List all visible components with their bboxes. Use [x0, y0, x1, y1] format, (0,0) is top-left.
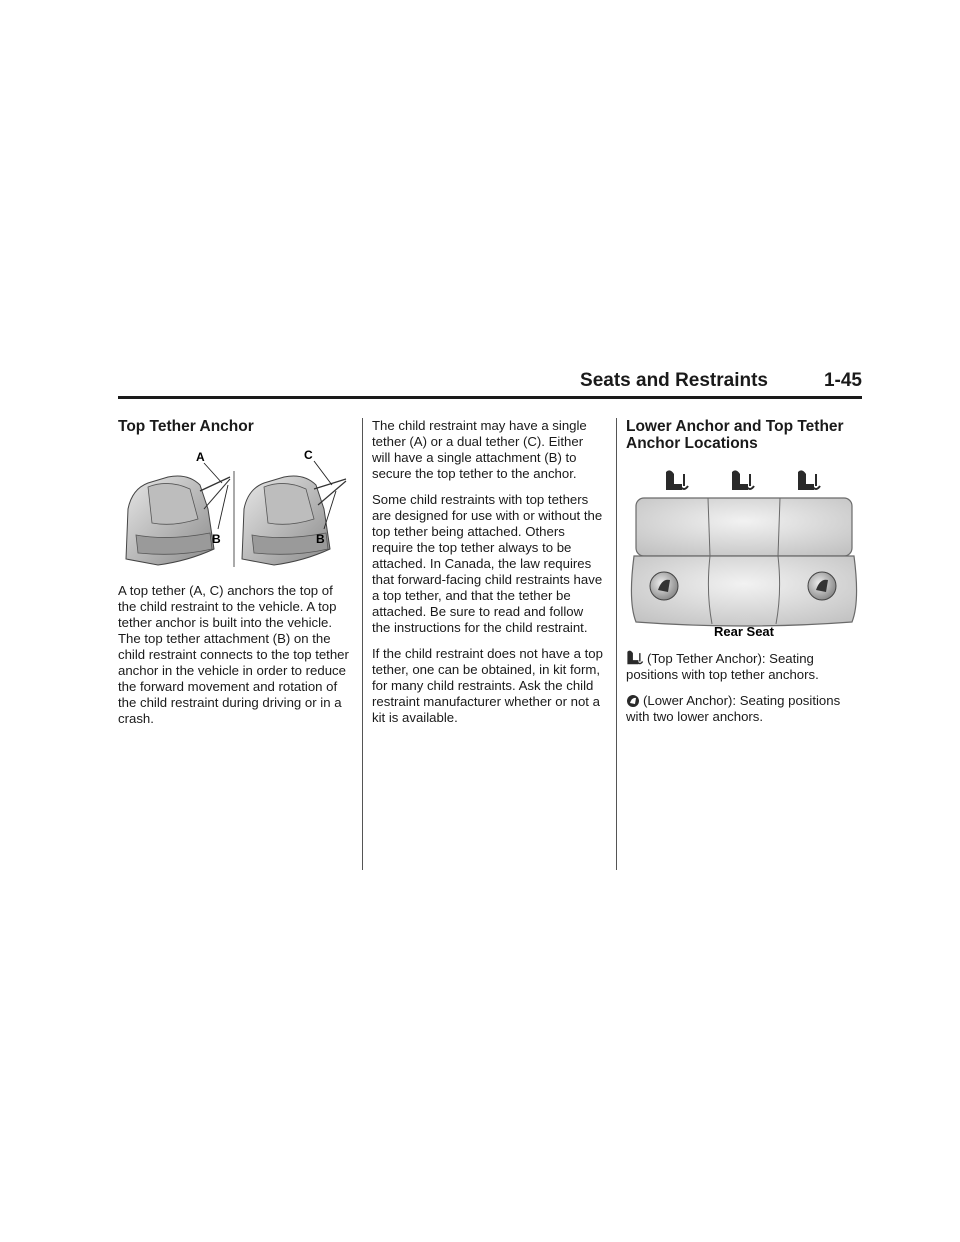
page-number: 1-45 — [823, 370, 862, 391]
top-tether-anchor-icon — [666, 470, 688, 490]
anchor-locations-heading: Lower Anchor and Top Tether Anchor Locations — [626, 418, 844, 452]
lower-anchor-icon — [650, 572, 678, 600]
top-tether-anchor-icon — [626, 650, 644, 666]
column-divider — [362, 418, 363, 870]
top-tether-description: A top tether (A, C) anchors the top of the child restraint to the vehicle. A top tether anchor is built into the vehicle. The top tether attachment (B) on the child restraint connects to the top tether anchor in the vehicle in order to reduce the forward movement and rotation of the child restraint during driving or in a crash. — [118, 583, 349, 726]
section-title: Seats and Restraints — [580, 370, 768, 391]
paragraph: If the child restraint does not have a top tether, one can be obtained, in kit form, for many child restraints. Ask the child restraint manufacturer whether or not a kit is available. — [372, 646, 603, 725]
figure-caption: Rear Seat — [714, 624, 774, 639]
column-2 — [372, 418, 604, 736]
top-tether-anchor-icon — [732, 470, 754, 490]
top-tether-anchor-icon — [798, 470, 820, 490]
page-header — [118, 370, 862, 399]
paragraph: Some child restraints with top tethers are designed for use with or without the top tether being attached. Others require the top tether always to be attached. In Canada, the law requires that forward-facing child restraints have a top tether, and that the tether be attached. Be sure to read and follow the instructions for the child restraint. — [372, 492, 603, 635]
label-b-right: B — [316, 532, 325, 546]
top-tether-illustration — [118, 449, 350, 567]
top-tether-anchor-heading: Top Tether Anchor — [118, 418, 254, 435]
lower-anchor-icon — [626, 694, 640, 708]
legend-text: (Top Tether Anchor): Seating positions with top tether anchors. — [626, 651, 819, 682]
lower-anchor-icon — [808, 572, 836, 600]
column-1 — [118, 418, 350, 737]
child-seat-dual-tether — [242, 476, 346, 565]
column-divider — [616, 418, 617, 870]
paragraph: The child restraint may have a single tether (A) or a dual tether (C). Either will have a single attachment (B) to secure the top tether to the anchor. — [372, 418, 587, 481]
legend-text: (Lower Anchor): Seating positions with two lower anchors. — [626, 693, 841, 724]
label-a: A — [196, 450, 205, 464]
rear-seat-diagram — [626, 462, 862, 640]
legend-lower-anchor — [626, 693, 862, 725]
child-seat-single-tether — [126, 476, 230, 565]
column-3 — [626, 418, 862, 735]
label-b-left: B — [212, 532, 221, 546]
legend-top-tether — [626, 650, 862, 683]
label-c: C — [304, 449, 313, 462]
